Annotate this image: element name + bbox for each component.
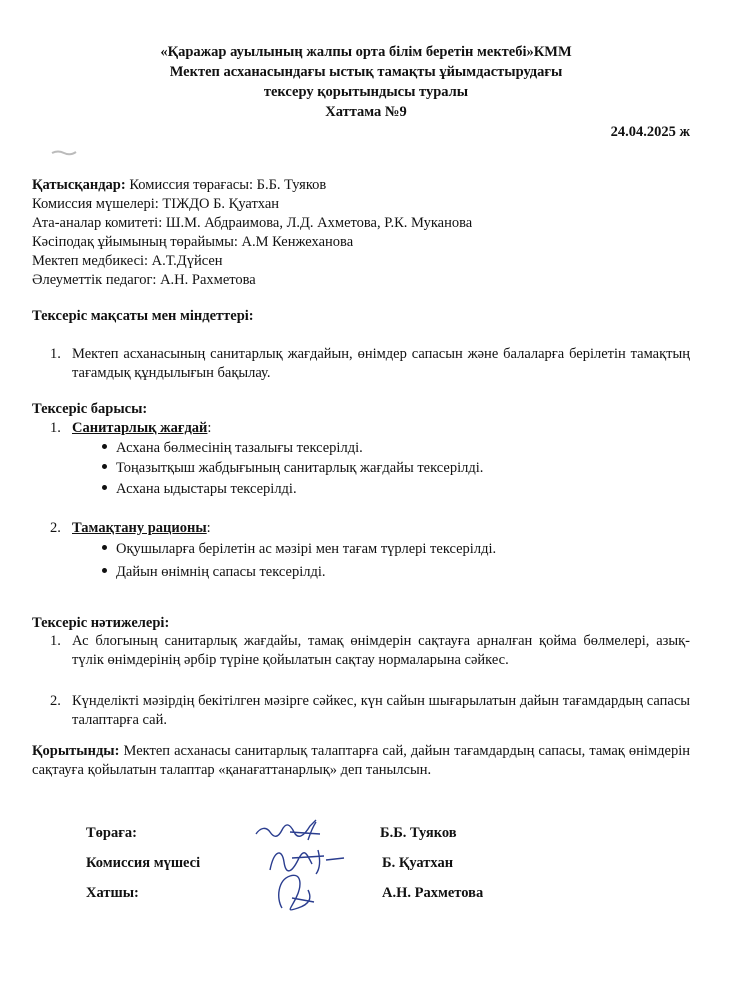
heading-colon: :	[206, 520, 211, 536]
results-item-1-number: 1.	[50, 633, 61, 649]
bullet-text: Асхана бөлмесінің тазалығы тексерілді.	[116, 440, 363, 456]
bullet-dot-icon	[102, 568, 107, 573]
document-number: Хаттама №9	[325, 104, 407, 120]
conclusion-paragraph	[32, 742, 690, 780]
results-title: Тексеріс нәтижелері:	[32, 615, 170, 631]
participants-line-3: Кәсіподақ ұйымының төрайымы: А.М Кенжеханова	[32, 234, 354, 250]
header-line-2: Мектеп асханасындағы ыстық тамақты ұйымдастырудағы	[169, 64, 563, 80]
process-section-1-title: Санитарлық жағдай	[72, 420, 208, 436]
process-section-2-number: 2.	[50, 520, 61, 536]
bullet-item	[102, 459, 483, 478]
bullet-text: Асхана ыдыстары тексерілді.	[116, 481, 297, 497]
bullet-dot-icon	[102, 444, 107, 449]
bullet-item	[102, 540, 496, 559]
participants-line-2: Ата-аналар комитеті: Ш.М. Абдраимова, Л.Д. Ахметова, Р.К. Муканова	[32, 215, 473, 231]
signature-name-secretary: А.Н. Рахметова	[382, 885, 484, 901]
signature-name-member: Б. Қуатхан	[382, 855, 454, 871]
participants-label: Қатысқандар:	[32, 177, 126, 193]
signature-name-chair: Б.Б. Туяков	[380, 825, 457, 841]
bullet-item	[102, 439, 363, 458]
results-item-2-text: Күнделікті мәзірдің бекітілген мәзірге сәйкес, күн сайын шығарылатын дайын тағамдардың сапасы талаптарға сай.	[72, 693, 690, 728]
bullet-dot-icon	[102, 545, 107, 550]
bullet-item	[102, 563, 326, 582]
process-section-1-heading	[72, 419, 211, 438]
heading-colon: :	[207, 420, 212, 436]
header-line-3: тексеру қорытындысы туралы	[263, 84, 469, 100]
participants-line-0	[32, 176, 326, 195]
results-item-2-number: 2.	[50, 693, 61, 709]
results-item-1-text: Ас блогының санитарлық жағдайы, тамақ өнімдерін сақтауға арналған қойма бөлмелері, азық-түлік өнімдерінің әрбір түріне қойылатын сақтау нормаларына сәйкес.	[72, 633, 690, 668]
process-section-2-heading	[72, 519, 211, 538]
bullet-dot-icon	[102, 485, 107, 490]
document-date: 24.04.2025 ж	[610, 124, 690, 140]
conclusion-text: Мектеп асханасы санитарлық талаптарға сай, дайын тағамдардың сапасы, тамақ өнімдерін сақтауға қойылатын талаптар «қанағаттанарлық» деп танылсын.	[32, 743, 690, 778]
bullet-text: Тоңазытқыш жабдығының санитарлық жағдайы тексерілді.	[116, 460, 484, 476]
purpose-item-text: Мектеп асханасының санитарлық жағдайын, өнімдер сапасын және балаларға берілетін тамақтың тағамдық құндылығын бақылау.	[72, 346, 690, 381]
bullet-text: Оқушыларға берілетін ас мәзірі мен тағам түрлері тексерілді.	[116, 541, 497, 557]
conclusion-label: Қорытынды:	[32, 743, 120, 759]
process-title: Тексеріс барысы:	[32, 401, 148, 417]
signature-role-chair: Төраға:	[86, 825, 137, 841]
scan-smudge	[50, 148, 84, 156]
secretary-signature-image	[268, 868, 328, 916]
process-section-2-title: Тамақтану рационы	[72, 520, 207, 536]
header-line-1: «Қаражар ауылының жалпы орта білім беретін мектебі»КММ	[160, 44, 572, 60]
process-section-1-number: 1.	[50, 420, 61, 436]
participants-line-1: Комиссия мүшелері: ТІЖДО Б. Қуатхан	[32, 196, 280, 212]
bullet-item	[102, 480, 297, 499]
participants-line-5: Әлеуметтік педагог: А.Н. Рахметова	[32, 272, 256, 288]
purpose-item-number: 1.	[50, 346, 61, 362]
signature-role-secretary: Хатшы:	[86, 885, 139, 901]
purpose-title: Тексеріс мақсаты мен міндеттері:	[32, 308, 254, 324]
bullet-text: Дайын өнімнің сапасы тексерілді.	[116, 564, 326, 580]
participants-line-4: Мектеп медбикесі: А.Т.Дүйсен	[32, 253, 223, 269]
bullet-dot-icon	[102, 464, 107, 469]
signature-role-member: Комиссия мүшесі	[86, 855, 201, 871]
participant-text: Комиссия төрағасы: Б.Б. Туяков	[125, 177, 327, 193]
